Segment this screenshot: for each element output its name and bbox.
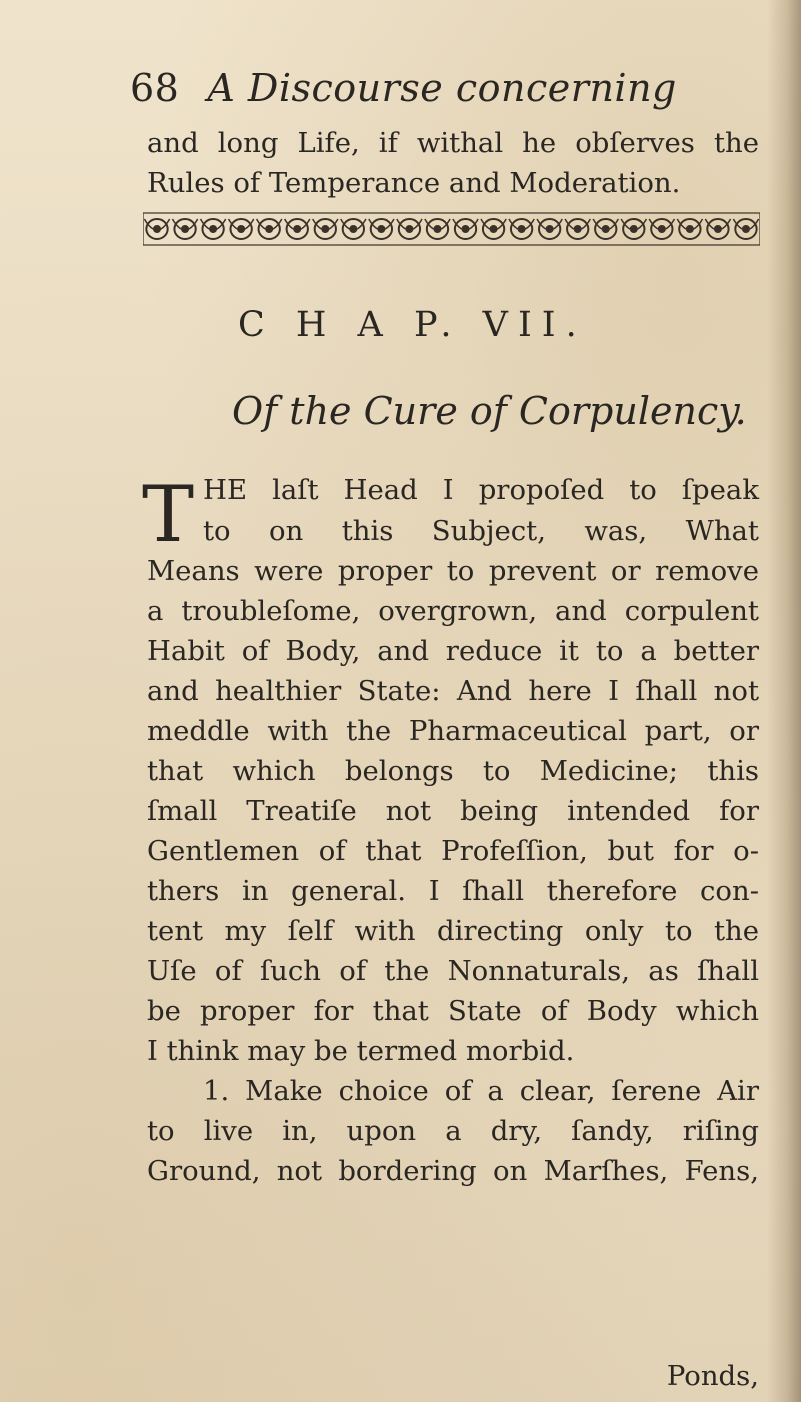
ornament-motif bbox=[172, 219, 197, 239]
ornament-motif bbox=[369, 219, 394, 239]
catchword: Ponds, bbox=[666, 1360, 759, 1392]
ornament-motif bbox=[509, 219, 534, 239]
ornament-motif bbox=[649, 219, 674, 239]
ornament-motif bbox=[621, 219, 646, 239]
text-line: to on this Subject, was, What bbox=[203, 515, 759, 547]
chapter-heading: C H A P. VII. bbox=[238, 305, 587, 345]
text-line: Habit of Body, and reduce it to a better bbox=[147, 635, 759, 667]
ornament-motif bbox=[313, 219, 338, 239]
ornament-motif bbox=[285, 219, 310, 239]
text-line: that which belongs to Medicine; this bbox=[147, 755, 759, 787]
text-line: thers in general. I ſhall therefore con- bbox=[147, 875, 759, 907]
text-line: Uſe of ſuch of the Nonnaturals, as ſhall bbox=[147, 955, 759, 987]
ornament-motif bbox=[705, 219, 730, 239]
page-edge-shadow bbox=[767, 0, 801, 1402]
drop-cap: T bbox=[142, 470, 195, 560]
chapter-title: Of the Cure of Corpulency. bbox=[232, 389, 747, 433]
text-line: a troubleſome, overgrown, and corpulent bbox=[147, 595, 759, 627]
ornament-motif bbox=[425, 219, 450, 239]
running-head bbox=[130, 66, 770, 110]
ornament-motif bbox=[257, 219, 282, 239]
ornament-motif bbox=[733, 219, 758, 239]
ornament-motif bbox=[565, 219, 590, 239]
ornament-motif bbox=[453, 219, 478, 239]
text-line: 1. Make choice of a clear, ſerene Air bbox=[203, 1075, 759, 1107]
text-line: Rules of Temperance and Moderation. bbox=[147, 167, 681, 199]
text-line: Means were proper to prevent or remove bbox=[147, 555, 759, 587]
text-line: and healthier State: And here I ſhall not bbox=[147, 675, 759, 707]
text-line: meddle with the Pharmaceutical part, or bbox=[147, 715, 759, 747]
ornament-motif bbox=[200, 219, 225, 239]
ornament-motif bbox=[593, 219, 618, 239]
ornament-motif bbox=[341, 219, 366, 239]
text-line: ſmall Treatiſe not being intended for bbox=[147, 795, 759, 827]
text-line: Gentlemen of that Profeſſion, but for o- bbox=[147, 835, 759, 867]
text-line: Ground, not bordering on Marſhes, Fens, bbox=[147, 1155, 759, 1187]
text-line: be proper for that State of Body which bbox=[147, 995, 759, 1027]
text-line: I think may be termed morbid. bbox=[147, 1035, 575, 1067]
ornament-motif bbox=[481, 219, 506, 239]
text-line: and long Life, if withal he obſerves the bbox=[147, 127, 759, 159]
decorative-ornament-band bbox=[143, 211, 760, 247]
text-line: tent my ſelf with directing only to the bbox=[147, 915, 759, 947]
ornament-motif bbox=[397, 219, 422, 239]
ornament-motif bbox=[677, 219, 702, 239]
ornament-motif bbox=[229, 219, 254, 239]
text-line: to live in, upon a dry, ſandy, riſing bbox=[147, 1115, 759, 1147]
text-line: HE laſt Head I propoſed to ſpeak bbox=[203, 474, 759, 506]
ornament-motif bbox=[144, 219, 169, 239]
ornament-motif bbox=[537, 219, 562, 239]
running-title: A Discourse concerning bbox=[207, 66, 677, 110]
page-number: 68 bbox=[130, 66, 180, 110]
